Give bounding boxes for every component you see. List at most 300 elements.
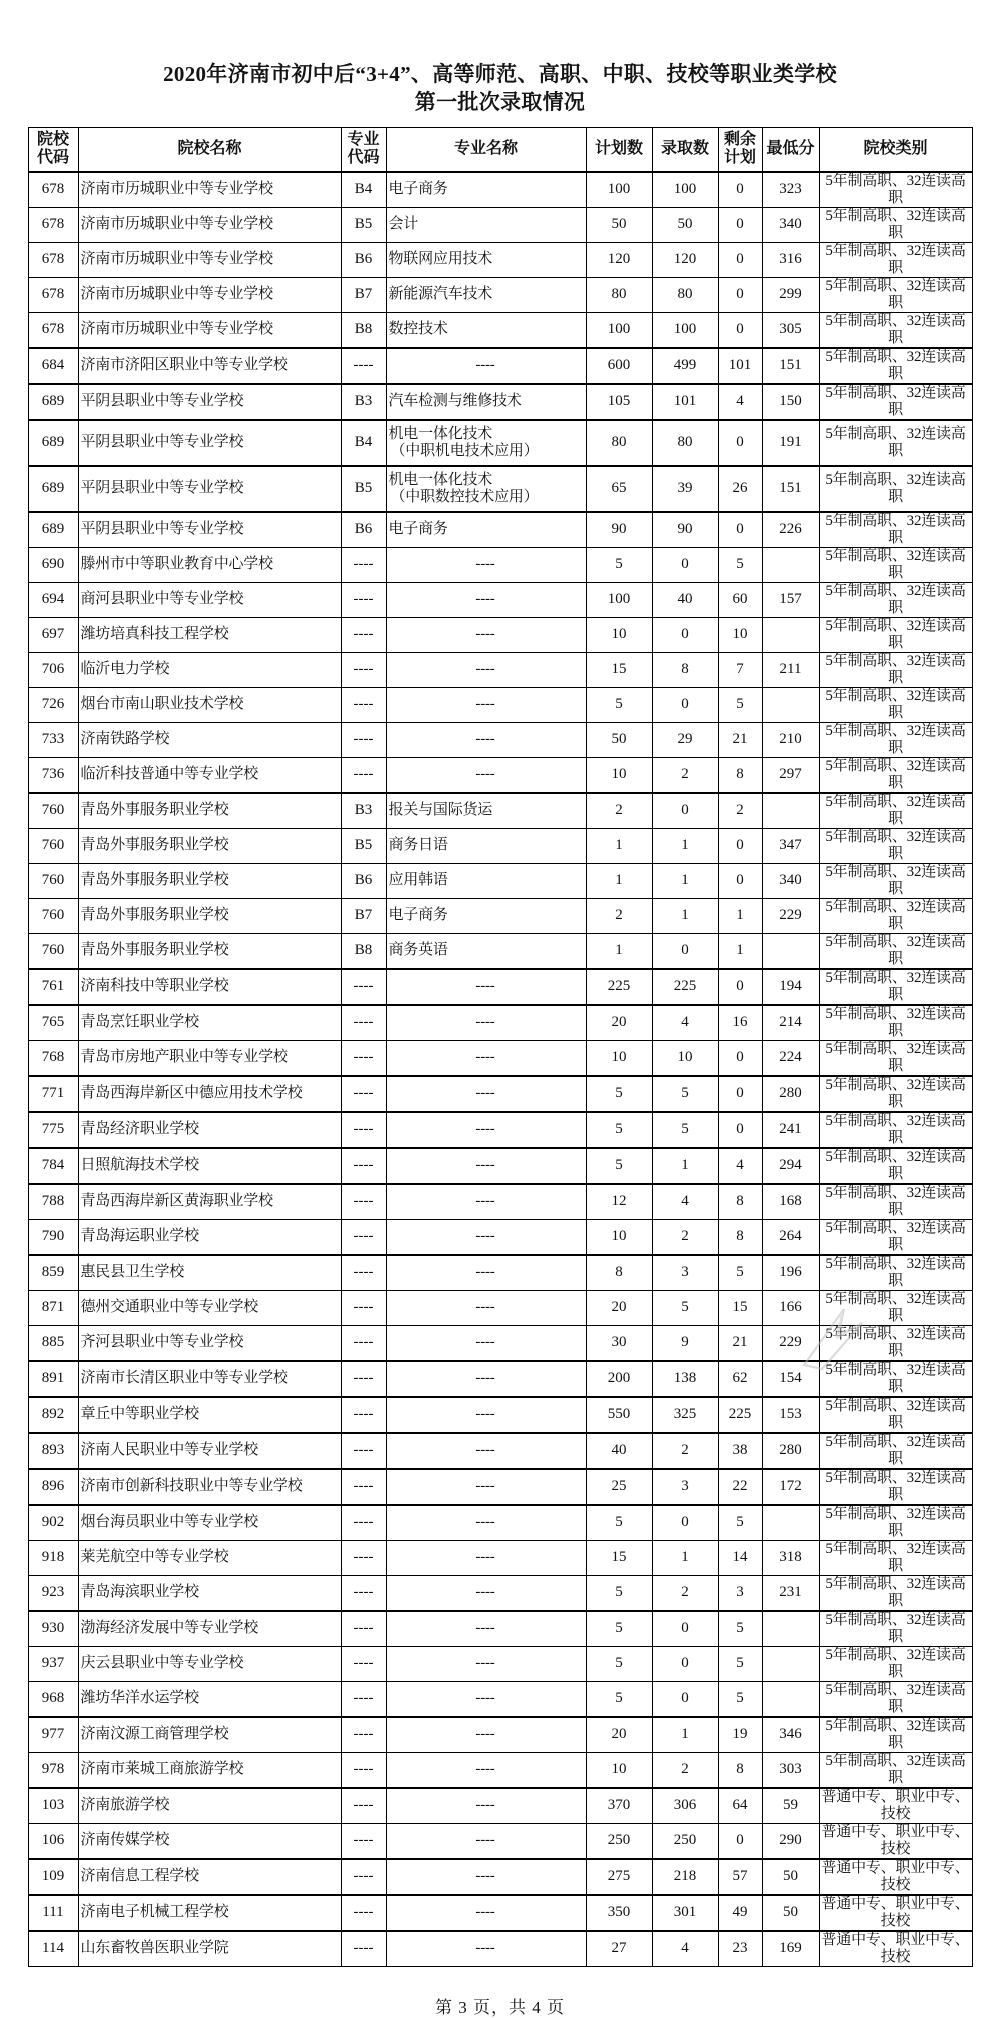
page-title-line1: 2020年济南市初中后“3+4”、高等师范、高职、中职、技校等职业类学校 [163,62,837,86]
cell-remain: 8 [718,1184,762,1220]
table-row [28,1823,972,1859]
cell-major: 商务英语 [386,933,586,969]
cell-major_code: ---- [341,1361,386,1397]
cell-remain: 0 [718,172,762,208]
cell-score: 50 [762,1859,819,1895]
cell-code: 760 [28,933,78,969]
cell-remain: 19 [718,1717,762,1753]
cell-score: 340 [762,207,819,242]
cell-score: 214 [762,1005,819,1041]
cell-code: 726 [28,687,78,722]
cell-plan: 40 [586,1433,652,1469]
cell-school: 青岛外事服务职业学校 [78,863,341,898]
cell-code: 678 [28,312,78,348]
cell-category: 5年制高职、32连读高职 [819,1255,972,1291]
cell-major: ---- [386,1575,586,1611]
table-row [28,1325,972,1361]
cell-plan: 20 [586,1005,652,1041]
cell-remain: 1 [718,898,762,933]
column-header-school-name: 院校名称 [78,128,341,172]
cell-school: 青岛外事服务职业学校 [78,793,341,829]
column-header-admitted-count: 录取数 [652,128,718,172]
cell-major: ---- [386,1255,586,1291]
cell-major: ---- [386,1433,586,1469]
cell-admitted: 2 [652,757,718,793]
cell-major: ---- [386,722,586,757]
cell-major_code: ---- [341,969,386,1005]
cell-admitted: 499 [652,348,718,384]
cell-school: 青岛市房地产职业中等专业学校 [78,1040,341,1076]
cell-category: 5年制高职、32连读高职 [819,348,972,384]
page-title [0,0,1000,116]
cell-school: 烟台市南山职业技术学校 [78,687,341,722]
cell-school: 济南汶源工商管理学校 [78,1717,341,1753]
cell-category: 5年制高职、32连读高职 [819,1005,972,1041]
cell-major_code: ---- [341,1575,386,1611]
cell-code: 885 [28,1325,78,1361]
cell-major: ---- [386,1076,586,1112]
cell-code: 788 [28,1184,78,1220]
table-row [28,1469,972,1505]
cell-score: 323 [762,172,819,208]
cell-code: 111 [28,1895,78,1931]
cell-score: 59 [762,1788,819,1824]
cell-category: 5年制高职、32连读高职 [819,687,972,722]
cell-major-line2: （中职数控技术应用） [390,488,539,505]
cell-major_code: ---- [341,1219,386,1255]
table-row [28,1717,972,1753]
cell-code: 891 [28,1361,78,1397]
cell-remain: 5 [718,1611,762,1647]
cell-major: ---- [386,1646,586,1681]
cell-score: 241 [762,1112,819,1148]
cell-admitted: 2 [652,1575,718,1611]
cell-school: 潍坊培真科技工程学校 [78,617,341,652]
table-row [28,1005,972,1041]
cell-category: 5年制高职、32连读高职 [819,1361,972,1397]
cell-category: 5年制高职、32连读高职 [819,1469,972,1505]
cell-school: 济南市历城职业中等专业学校 [78,172,341,208]
table-row [28,1646,972,1681]
cell-plan: 2 [586,793,652,829]
cell-score: 340 [762,863,819,898]
cell-major-line1: 机电一体化技术 [388,425,493,442]
cell-school: 平阴县职业中等专业学校 [78,466,341,512]
cell-school: 烟台海员职业中等专业学校 [78,1505,341,1541]
cell-major: ---- [386,1788,586,1824]
cell-plan: 5 [586,1611,652,1647]
cell-school: 平阴县职业中等专业学校 [78,384,341,420]
cell-remain: 14 [718,1540,762,1575]
column-header-major-code [341,128,386,172]
cell-remain: 225 [718,1397,762,1433]
cell-category: 5年制高职、32连读高职 [819,1646,972,1681]
cell-school: 德州交通职业中等专业学校 [78,1290,341,1325]
cell-admitted: 1 [652,898,718,933]
major-code-header-l2: 代码 [347,149,380,167]
cell-code: 765 [28,1005,78,1041]
cell-code: 896 [28,1469,78,1505]
cell-major_code: ---- [341,1788,386,1824]
cell-major_code: ---- [341,1859,386,1895]
cell-category: 5年制高职、32连读高职 [819,1505,972,1541]
cell-major_code: ---- [341,1895,386,1931]
cell-category: 5年制高职、32连读高职 [819,1184,972,1220]
cell-school: 济南人民职业中等专业学校 [78,1433,341,1469]
cell-school: 商河县职业中等专业学校 [78,582,341,617]
cell-major: ---- [386,348,586,384]
cell-major: ---- [386,1717,586,1753]
cell-school: 青岛西海岸新区中德应用技术学校 [78,1076,341,1112]
cell-remain: 0 [718,420,762,466]
cell-school: 青岛烹饪职业学校 [78,1005,341,1041]
cell-major: 汽车检测与维修技术 [386,384,586,420]
table-row [28,242,972,277]
cell-plan: 350 [586,1895,652,1931]
table-row [28,348,972,384]
cell-plan: 2 [586,898,652,933]
table-row [28,828,972,863]
cell-major: ---- [386,1361,586,1397]
cell-code: 859 [28,1255,78,1291]
cell-admitted: 0 [652,1505,718,1541]
table-row [28,722,972,757]
cell-major: ---- [386,969,586,1005]
table-row [28,384,972,420]
cell-major_code: ---- [341,582,386,617]
cell-score: 231 [762,1575,819,1611]
cell-major_code: ---- [341,1290,386,1325]
cell-major_code: B5 [341,207,386,242]
cell-plan: 250 [586,1823,652,1859]
cell-admitted: 0 [652,687,718,722]
cell-score: 166 [762,1290,819,1325]
cell-code: 977 [28,1717,78,1753]
cell-school: 济南市莱城工商旅游学校 [78,1752,341,1788]
cell-score: 294 [762,1148,819,1184]
table-row [28,793,972,829]
table-row [28,1931,972,1967]
cell-major_code: ---- [341,1540,386,1575]
cell-category: 5年制高职、32连读高职 [819,582,972,617]
cell-major-line2: （中职机电技术应用） [390,442,539,459]
cell-major: 电子商务 [386,172,586,208]
cell-score [762,687,819,722]
cell-score: 172 [762,1469,819,1505]
cell-major_code: B6 [341,512,386,548]
cell-code: 684 [28,348,78,384]
cell-plan: 5 [586,1646,652,1681]
cell-score: 297 [762,757,819,793]
cell-score: 157 [762,582,819,617]
cell-plan: 10 [586,757,652,793]
cell-code: 689 [28,466,78,512]
cell-admitted: 1 [652,1148,718,1184]
cell-major: ---- [386,1540,586,1575]
cell-major_code: ---- [341,1005,386,1041]
cell-score: 229 [762,1325,819,1361]
cell-admitted: 0 [652,617,718,652]
cell-school: 济南传媒学校 [78,1823,341,1859]
cell-admitted: 100 [652,172,718,208]
cell-major [386,420,586,466]
cell-score [762,1646,819,1681]
cell-major_code: ---- [341,1931,386,1967]
table-row [28,466,972,512]
cell-major: ---- [386,1752,586,1788]
table-body [28,172,972,1967]
table-row [28,1290,972,1325]
cell-school: 临沂电力学校 [78,652,341,687]
cell-score: 151 [762,348,819,384]
cell-plan: 5 [586,1575,652,1611]
cell-plan: 12 [586,1184,652,1220]
cell-remain: 0 [718,969,762,1005]
cell-admitted: 2 [652,1433,718,1469]
cell-plan: 50 [586,722,652,757]
cell-score: 191 [762,420,819,466]
cell-major_code: ---- [341,1469,386,1505]
cell-major: ---- [386,757,586,793]
cell-major_code: ---- [341,1040,386,1076]
cell-school: 青岛经济职业学校 [78,1112,341,1148]
cell-major_code: B3 [341,384,386,420]
cell-remain: 8 [718,1752,762,1788]
cell-major: ---- [386,582,586,617]
cell-plan: 20 [586,1290,652,1325]
cell-remain: 0 [718,1076,762,1112]
cell-admitted: 1 [652,1540,718,1575]
cell-code: 937 [28,1646,78,1681]
cell-major_code: B7 [341,898,386,933]
cell-school: 青岛海滨职业学校 [78,1575,341,1611]
cell-category: 5年制高职、32连读高职 [819,863,972,898]
cell-major: ---- [386,617,586,652]
cell-score: 346 [762,1717,819,1753]
school-code-header-l1: 院校 [36,131,69,149]
cell-category: 5年制高职、32连读高职 [819,933,972,969]
cell-plan: 8 [586,1255,652,1291]
table-row [28,1397,972,1433]
cell-admitted: 0 [652,1681,718,1717]
cell-score: 169 [762,1931,819,1967]
cell-remain: 0 [718,1040,762,1076]
cell-score: 153 [762,1397,819,1433]
cell-plan: 25 [586,1469,652,1505]
cell-category: 5年制高职、32连读高职 [819,1752,972,1788]
cell-school: 济南市长清区职业中等专业学校 [78,1361,341,1397]
table-row [28,512,972,548]
table-row [28,547,972,582]
cell-admitted: 2 [652,1219,718,1255]
cell-code: 760 [28,863,78,898]
cell-category: 5年制高职、32连读高职 [819,420,972,466]
cell-code: 771 [28,1076,78,1112]
table-row [28,1505,972,1541]
cell-category: 5年制高职、32连读高职 [819,652,972,687]
cell-score: 290 [762,1823,819,1859]
cell-remain: 1 [718,933,762,969]
cell-category: 5年制高职、32连读高职 [819,277,972,312]
cell-remain: 0 [718,312,762,348]
cell-score: 194 [762,969,819,1005]
cell-major-line1: 机电一体化技术 [388,471,493,488]
cell-remain: 4 [718,384,762,420]
cell-code: 923 [28,1575,78,1611]
school-code-header-l2: 代码 [36,149,69,167]
cell-major [386,466,586,512]
cell-plan: 80 [586,420,652,466]
cell-remain: 0 [718,512,762,548]
table-row [28,1681,972,1717]
cell-category: 普通中专、职业中专、技校 [819,1931,972,1967]
cell-major_code: B6 [341,863,386,898]
cell-score: 211 [762,652,819,687]
cell-code: 689 [28,420,78,466]
cell-plan: 370 [586,1788,652,1824]
cell-code: 784 [28,1148,78,1184]
cell-category: 5年制高职、32连读高职 [819,898,972,933]
cell-major_code: ---- [341,757,386,793]
cell-remain: 23 [718,1931,762,1967]
cell-major_code: ---- [341,348,386,384]
cell-code: 103 [28,1788,78,1824]
cell-remain: 22 [718,1469,762,1505]
cell-plan: 100 [586,312,652,348]
cell-admitted: 1 [652,828,718,863]
remaining-header-l1: 剩余 [723,131,756,149]
cell-code: 871 [28,1290,78,1325]
table-row [28,1076,972,1112]
table-row [28,1859,972,1895]
cell-score: 229 [762,898,819,933]
cell-remain: 15 [718,1290,762,1325]
cell-score: 224 [762,1040,819,1076]
cell-category: 5年制高职、32连读高职 [819,793,972,829]
cell-school: 青岛西海岸新区黄海职业学校 [78,1184,341,1220]
cell-code: 678 [28,207,78,242]
cell-school: 平阴县职业中等专业学校 [78,512,341,548]
cell-admitted: 306 [652,1788,718,1824]
table-row [28,652,972,687]
cell-category: 5年制高职、32连读高职 [819,384,972,420]
cell-major_code: B7 [341,277,386,312]
cell-school: 滕州市中等职业教育中心学校 [78,547,341,582]
cell-code: 768 [28,1040,78,1076]
table-header [28,128,972,172]
cell-remain: 0 [718,1112,762,1148]
cell-major: 数控技术 [386,312,586,348]
cell-code: 968 [28,1681,78,1717]
cell-major: ---- [386,687,586,722]
table-row [28,1255,972,1291]
cell-school: 日照航海技术学校 [78,1148,341,1184]
table-row [28,969,972,1005]
cell-category: 5年制高职、32连读高职 [819,1575,972,1611]
cell-admitted: 325 [652,1397,718,1433]
cell-admitted: 29 [652,722,718,757]
cell-code: 736 [28,757,78,793]
cell-major_code: B5 [341,828,386,863]
cell-category: 5年制高职、32连读高职 [819,1433,972,1469]
cell-remain: 49 [718,1895,762,1931]
cell-score: 264 [762,1219,819,1255]
cell-category: 5年制高职、32连读高职 [819,1611,972,1647]
cell-major: 新能源汽车技术 [386,277,586,312]
cell-major_code: ---- [341,1148,386,1184]
table-row [28,172,972,208]
column-header-remaining-plan [718,128,762,172]
cell-code: 114 [28,1931,78,1967]
cell-category: 5年制高职、32连读高职 [819,1148,972,1184]
cell-major: 商务日语 [386,828,586,863]
cell-remain: 7 [718,652,762,687]
cell-major_code: ---- [341,1325,386,1361]
cell-school: 青岛外事服务职业学校 [78,933,341,969]
cell-admitted: 0 [652,933,718,969]
cell-admitted: 218 [652,1859,718,1895]
cell-category: 5年制高职、32连读高职 [819,466,972,512]
cell-admitted: 3 [652,1469,718,1505]
cell-category: 5年制高职、32连读高职 [819,617,972,652]
cell-admitted: 9 [652,1325,718,1361]
cell-score: 210 [762,722,819,757]
cell-school: 青岛外事服务职业学校 [78,828,341,863]
cell-major_code: ---- [341,617,386,652]
cell-school: 济南市济阳区职业中等专业学校 [78,348,341,384]
cell-remain: 2 [718,793,762,829]
cell-major: ---- [386,1184,586,1220]
cell-code: 706 [28,652,78,687]
table-row [28,1219,972,1255]
cell-score: 226 [762,512,819,548]
cell-code: 678 [28,242,78,277]
cell-major_code: B8 [341,312,386,348]
cell-remain: 5 [718,1505,762,1541]
cell-admitted: 1 [652,1717,718,1753]
cell-major_code: ---- [341,687,386,722]
cell-score: 196 [762,1255,819,1291]
cell-major_code: ---- [341,1184,386,1220]
cell-major: 电子商务 [386,898,586,933]
cell-plan: 5 [586,687,652,722]
cell-admitted: 40 [652,582,718,617]
cell-score: 280 [762,1076,819,1112]
cell-plan: 105 [586,384,652,420]
cell-category: 5年制高职、32连读高职 [819,969,972,1005]
cell-plan: 10 [586,1752,652,1788]
cell-major: 电子商务 [386,512,586,548]
cell-code: 760 [28,898,78,933]
cell-category: 5年制高职、32连读高职 [819,1112,972,1148]
cell-admitted: 138 [652,1361,718,1397]
cell-remain: 8 [718,757,762,793]
cell-remain: 8 [718,1219,762,1255]
cell-school: 章丘中等职业学校 [78,1397,341,1433]
table-row [28,1540,972,1575]
table-row [28,757,972,793]
table-row [28,1148,972,1184]
column-header-category: 院校类别 [819,128,972,172]
cell-score: 168 [762,1184,819,1220]
cell-category: 5年制高职、32连读高职 [819,1076,972,1112]
cell-code: 790 [28,1219,78,1255]
cell-plan: 5 [586,1112,652,1148]
cell-score: 50 [762,1895,819,1931]
cell-plan: 10 [586,617,652,652]
cell-category: 5年制高职、32连读高职 [819,242,972,277]
cell-code: 694 [28,582,78,617]
